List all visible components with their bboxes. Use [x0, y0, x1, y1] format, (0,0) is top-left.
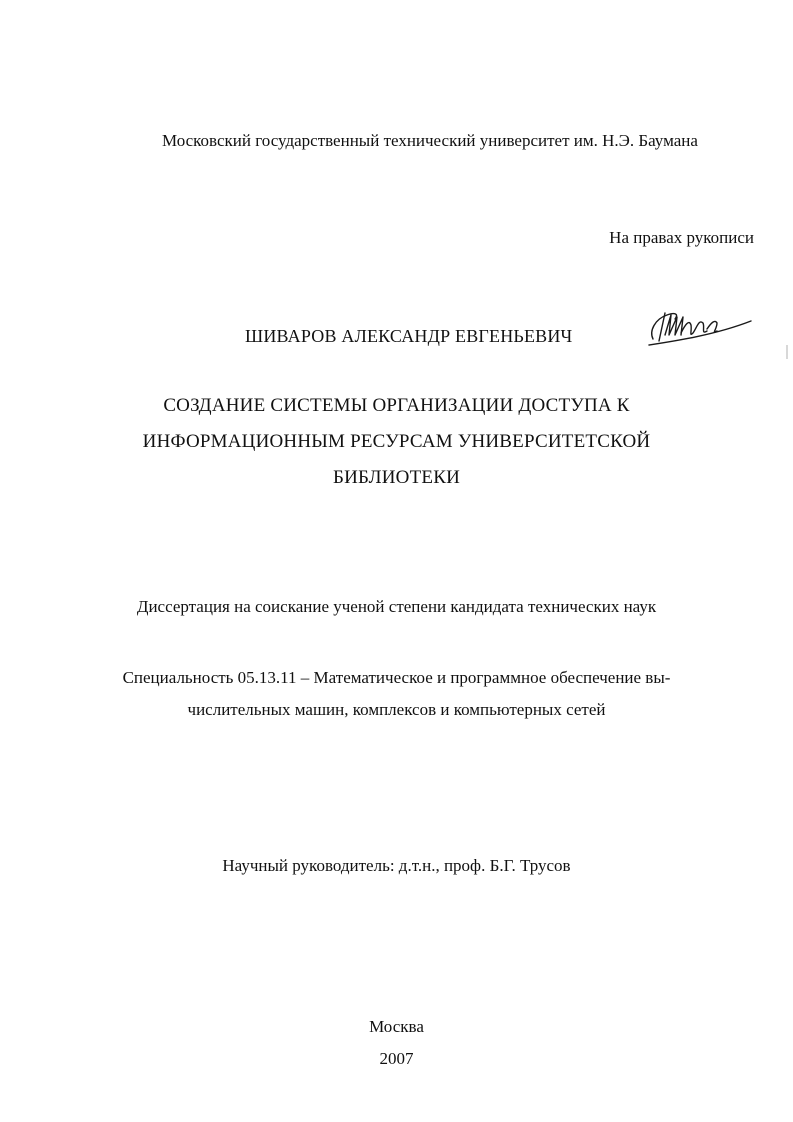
- university-name: Московский государственный технический университет им. Н.Э. Баумана: [162, 131, 698, 150]
- city: Москва: [369, 1017, 424, 1036]
- dissertation-title: [100, 388, 693, 496]
- year: 2007: [379, 1049, 414, 1068]
- scan-edge-mark: [786, 345, 788, 359]
- specialty-line: числительных машин, комплексов и компьютерных сетей: [187, 700, 606, 719]
- author-name: ШИВАРОВ АЛЕКСАНДР ЕВГЕНЬЕВИЧ: [245, 326, 573, 346]
- specialty-statement: [100, 662, 693, 726]
- title-line: СОЗДАНИЕ СИСТЕМЫ ОРГАНИЗАЦИИ ДОСТУПА К: [163, 395, 630, 416]
- specialty-line: Специальность 05.13.11 – Математическое и программное обеспечение вы-: [122, 668, 671, 687]
- scientific-advisor: Научный руководитель: д.т.н., проф. Б.Г. Трусов: [222, 856, 571, 875]
- signature-icon: [645, 305, 755, 353]
- author-row: [245, 305, 765, 355]
- title-line: ИНФОРМАЦИОННЫМ РЕСУРСАМ УНИВЕРСИТЕТСКОЙ: [142, 431, 651, 452]
- degree-statement: Диссертация на соискание ученой степени кандидата технических наук: [136, 597, 657, 616]
- manuscript-note: На правах рукописи: [609, 228, 754, 247]
- title-line: БИБЛИОТЕКИ: [332, 467, 460, 488]
